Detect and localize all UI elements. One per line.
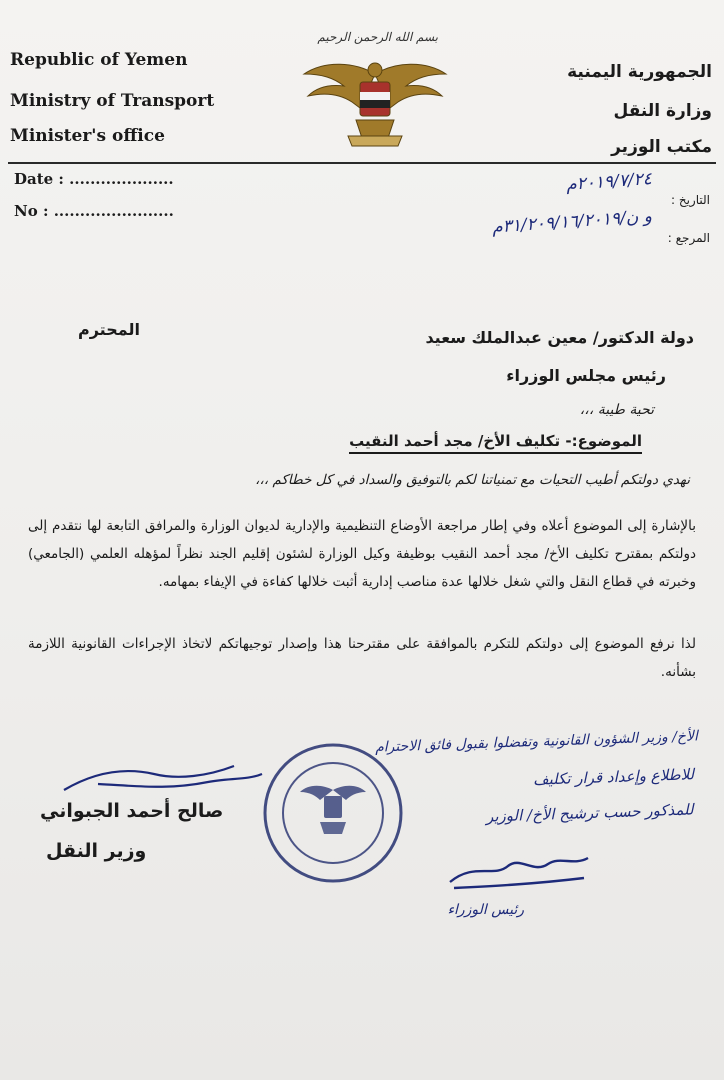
ar-ref-label: المرجع : [667,231,710,245]
handwritten-sign-label: رئيس الوزراء [447,902,524,918]
handwritten-line-2: للاطلاع وإعداد قرار تكليف [532,765,695,789]
subject: الموضوع:- تكليف الأخ/ مجد أحمد النقيب [349,432,642,454]
ar-date-label: التاريخ : [670,193,710,207]
honorific: المحترم [78,320,140,339]
addressee-title: رئيس مجلس الوزراء [506,366,666,385]
ar-ministry: وزارة النقل [613,101,712,121]
date-value: ٢٠١٩/٧/٢٤م [565,169,653,195]
body-paragraph-2: لذا نرفع الموضوع إلى دولتكم للتكرم بالموافقة على مقترحنا هذا وإصدار توجيهاتكم لاتخاذ الإجراءات القانونية اللازمة بشأنه. [28,636,696,680]
ref-value: و ن/٣١/٢٠٩/١٦/٢٠١٩م [491,206,653,238]
ar-country: الجمهورية اليمنية [567,62,712,82]
pm-signature-icon [444,842,594,902]
minister-name: صالح أحمد الجبواني [40,800,224,822]
en-ministry: Ministry of Transport [10,91,215,111]
greeting: تحية طيبة ،،، [579,402,654,418]
en-office: Minister's office [10,126,165,146]
eagle-emblem-icon [300,52,450,152]
ministry-stamp-icon [258,738,408,888]
date-label: Date : .................... [14,170,174,188]
opening-line: نهدي دولتكم أطيب التحيات مع تمنياتنا لكم بالتوفيق والسداد في كل خطاكم ،،، [255,472,690,488]
basmala: بسم الله الرحمن الرحيم [317,30,438,44]
body-paragraph-1: بالإشارة إلى الموضوع أعلاه وفي إطار مراجعة الأوضاع التنظيمية والإدارية لديوان الوزارة والمرافق التابعة لها نتقدم إلى دولتكم بمقترح تكليف الأخ/ مجد أحمد النقيب بوظيفة وكيل الوزارة لشئون إقليم الجند نظراً لمؤهله العلمي (الجامعي) وخبرته في قطاع النقل والتي شغل خلالها عدة مناصب إدارية أثبت خلالها كفاءة في الإيفاء بمهامه. [28,518,696,590]
header-rule [8,162,716,164]
handwritten-line-3: للمذكور حسب ترشيح الأخ/ الوزير [486,800,695,826]
handwritten-line-1: الأخ/ وزير الشؤون القانونية وتفضلوا بقبول فائق الاحترام [374,728,699,756]
minister-title: وزير النقل [46,840,147,862]
ar-office: مكتب الوزير [611,137,712,157]
en-country: Republic of Yemen [10,50,188,70]
no-label: No : ....................... [14,202,174,220]
addressee: دولة الدكتور/ معين عبدالملك سعيد [425,328,694,347]
